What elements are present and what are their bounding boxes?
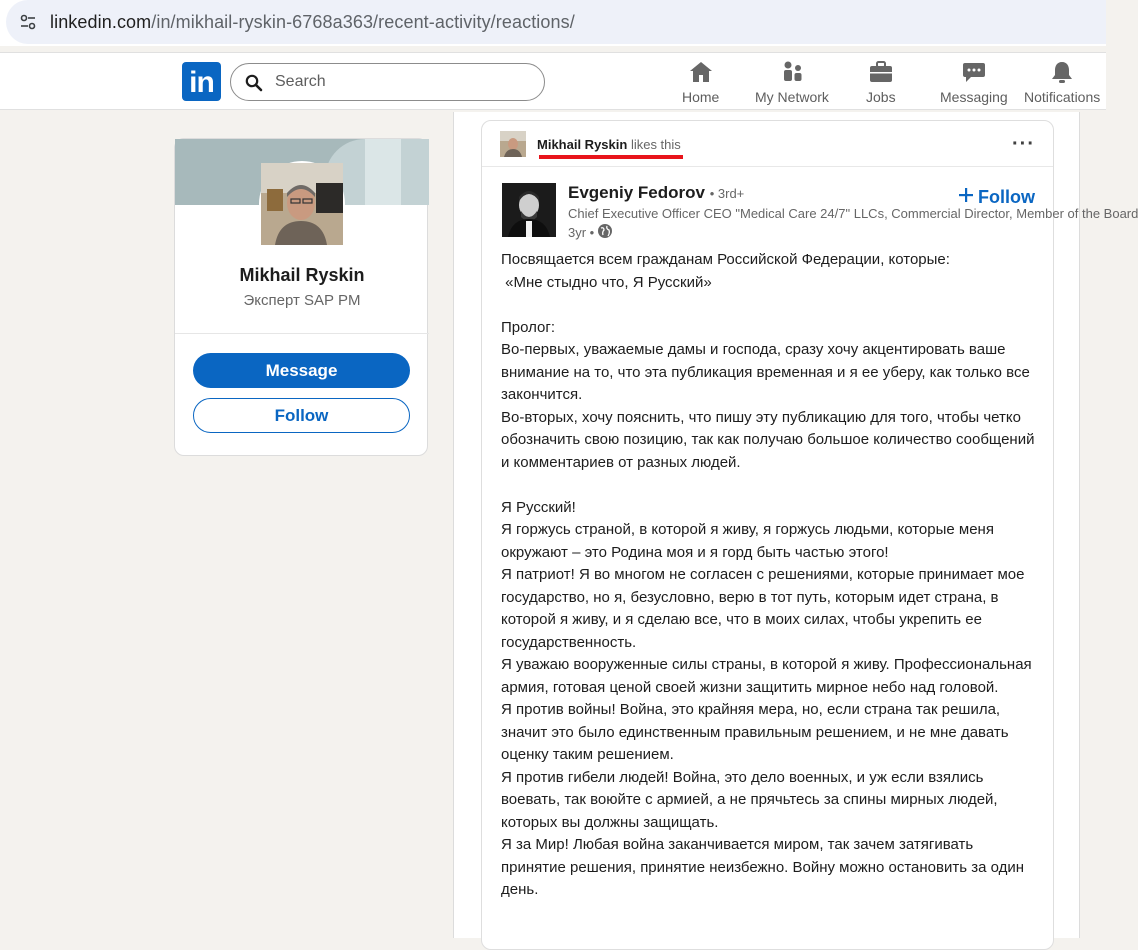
site-info-icon[interactable] bbox=[6, 0, 50, 44]
briefcase-icon bbox=[868, 59, 894, 85]
divider bbox=[175, 333, 429, 334]
profile-card bbox=[174, 138, 428, 456]
browser-address-bar bbox=[0, 0, 1106, 46]
profile-avatar[interactable] bbox=[259, 161, 345, 247]
activity-feed bbox=[453, 112, 1138, 938]
activity-actor-name[interactable]: Mikhail Ryskin bbox=[537, 137, 628, 152]
post-time: 3yr • bbox=[568, 225, 595, 240]
nav-messaging[interactable] bbox=[940, 59, 1008, 107]
url-field[interactable] bbox=[6, 0, 1106, 44]
author-degree: • 3rd+ bbox=[709, 186, 745, 201]
author-title: Chief Executive Officer CEO "Medical Care 24/7" LLCs, Commercial Director, Member of the Board bbox=[568, 206, 1138, 221]
post-meta bbox=[568, 223, 613, 242]
bell-icon bbox=[1049, 59, 1075, 85]
activity-text bbox=[537, 137, 681, 152]
url-path: /in/mikhail-ryskin-6768a363/recent-activity/reactions/ bbox=[151, 11, 575, 32]
highlight-underline bbox=[539, 155, 683, 159]
author-name[interactable] bbox=[568, 183, 744, 203]
nav-jobs-label: Jobs bbox=[866, 89, 896, 105]
linkedin-logo[interactable] bbox=[182, 62, 221, 101]
url-host: linkedin.com bbox=[50, 11, 152, 32]
follow-author-button[interactable] bbox=[958, 187, 1035, 208]
home-icon bbox=[688, 59, 714, 85]
activity-action: likes this bbox=[630, 137, 681, 152]
post-text: Посвящается всем гражданам Российской Федерации, которые: «Мне стыдно что, Я Русский» Пролог: Во-первых, уважаемые дамы и господа, сразу хочу акцентировать ваше внимание на то, что эта публикация временная и я ее уберу, как только все закончится. Во-вторых, хочу пояснить, что пишу эту публикацию для того, чтобы четко обозначить свою позицию, так как получаю большое количество сообщений и комментариев от разных людей. Я Русский! Я горжусь страной, в которой я живу, я горжусь людьми, которые меня окружают – это Родина моя и я горд быть частью этого! Я патриот! Я во многом не согласен с решениями, которые принимает мое государство, но я, безусловно, верю в тот путь, которым идет страна, в которой я живу, и я сделаю все, что в моих силах, чтобы укрепить ее государственность. Я уважаю вооруженные силы страны, в которой я живу. Профессиональная армия, готовая ценой своей жизни защитить мирное небо над головой. Я против войны! Война, это крайняя мера, но, если страна так решила, значит это было единственным правильным решением, и не мне давать оценку таким решением. Я против гибели людей! Война, это дело военных, и уж если взялись воевать, так воюйте с армией, а не прячьтесь за спины мирных людей, которых вы должны защищать. Я за Мир! Любая война заканчивается миром, так зачем затягивать принятие решения, принятие неизбежно. Войну можно остановить за один день. bbox=[501, 251, 1035, 898]
plus-icon bbox=[958, 187, 974, 208]
logo-text: in bbox=[189, 66, 214, 99]
post-body bbox=[501, 249, 1041, 902]
url-text bbox=[50, 12, 575, 33]
search-icon bbox=[245, 74, 263, 97]
nav-my-network-label: My Network bbox=[755, 89, 829, 105]
linkedin-header bbox=[0, 52, 1106, 110]
profile-name[interactable]: Mikhail Ryskin bbox=[239, 265, 365, 285]
activity-header bbox=[482, 121, 1053, 167]
nav-notifications-label: Notifications bbox=[1024, 89, 1101, 105]
author-avatar[interactable] bbox=[502, 183, 556, 237]
messaging-icon bbox=[961, 59, 987, 85]
network-icon bbox=[779, 59, 805, 85]
profile-follow-button[interactable]: Follow bbox=[193, 398, 410, 433]
author-name-text[interactable]: Evgeniy Fedorov bbox=[568, 183, 705, 202]
profile-headline: Эксперт SAP PM bbox=[243, 292, 361, 309]
actor-avatar[interactable] bbox=[500, 131, 526, 157]
nav-home[interactable] bbox=[682, 59, 719, 107]
nav-home-label: Home bbox=[682, 89, 720, 105]
nav-notifications[interactable] bbox=[1024, 59, 1100, 107]
nav-jobs[interactable] bbox=[866, 59, 896, 107]
search-input[interactable] bbox=[275, 64, 535, 100]
post-card bbox=[481, 120, 1138, 950]
follow-author-label: Follow bbox=[978, 187, 1035, 207]
nav-my-network[interactable] bbox=[755, 59, 829, 107]
globe-icon bbox=[597, 223, 613, 242]
search-bar[interactable] bbox=[230, 63, 545, 101]
more-options-button[interactable]: ··· bbox=[1012, 133, 1035, 155]
nav-messaging-label: Messaging bbox=[940, 89, 1008, 105]
message-button[interactable]: Message bbox=[193, 353, 410, 388]
